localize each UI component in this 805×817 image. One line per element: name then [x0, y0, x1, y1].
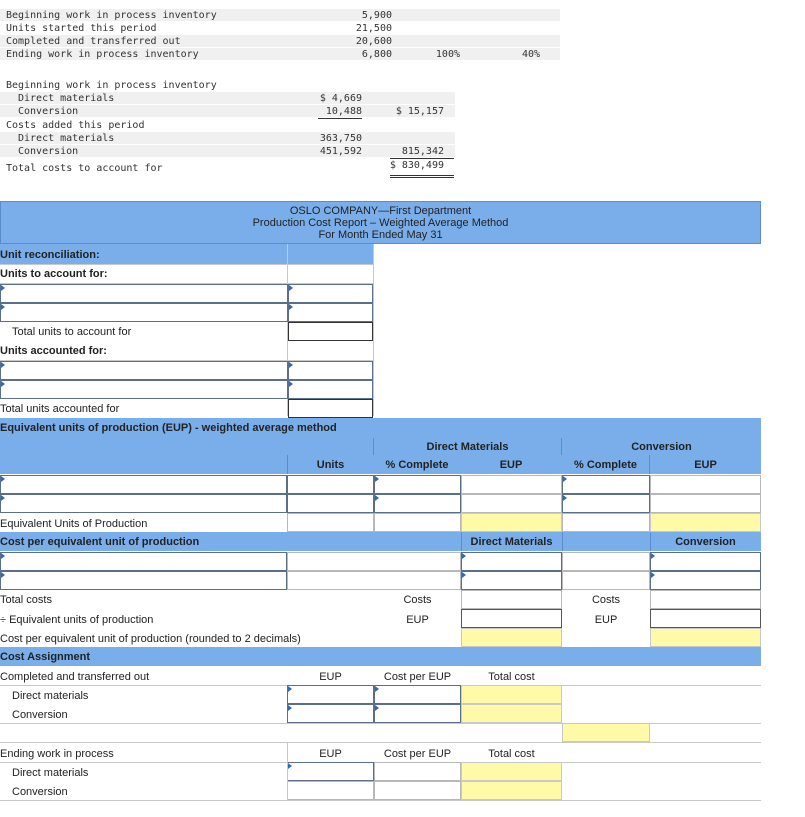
units-to-account-label-input-1[interactable]: [0, 284, 288, 303]
cost-label: Direct materials: [18, 133, 115, 144]
costs-label-conv: Costs: [591, 594, 621, 606]
ca-cost-per-eup-header: Cost per EUP: [383, 671, 452, 683]
eup-heading: Equivalent units of production (EUP) - weighted average method: [0, 422, 337, 434]
eup-total-dm-eup: [461, 513, 562, 532]
cpe-row1-label-input[interactable]: [0, 552, 287, 571]
cpe-row1-blank: [287, 552, 461, 571]
given-value: 21,500: [355, 23, 392, 34]
cost-per-eup-heading: Cost per equivalent unit of production: [0, 536, 200, 548]
cost-label: Costs added this period: [6, 120, 145, 131]
cpe-row2-dm-input[interactable]: [461, 571, 562, 590]
eup-row2-conv-pct-input[interactable]: [562, 494, 650, 513]
cpe-row1-conv-input[interactable]: [650, 552, 761, 571]
col-dm-pct-header: % Complete: [385, 459, 449, 471]
eup-row1-label-input[interactable]: [0, 475, 287, 494]
eup-row1-conv-pct-input[interactable]: [562, 475, 650, 494]
cpe-row2-blank2: [562, 571, 650, 590]
ca-completed-total: [562, 723, 650, 742]
total-units-accounted-value: [288, 399, 373, 418]
ca-conv-eup-input[interactable]: [287, 704, 374, 723]
cost-value: $ 15,157: [395, 106, 444, 117]
eup-total-dm-pct: [374, 513, 461, 532]
eup-row1-conv-eup: [650, 475, 761, 494]
ew-dm-eup-input[interactable]: [287, 762, 374, 781]
cost-per-rounded-label: Cost per equivalent unit of production (rounded to 2 decimals): [0, 633, 301, 645]
given-label: Ending work in process inventory: [6, 49, 199, 60]
ending-wip-label: Ending work in process: [0, 748, 114, 760]
cost-label: Direct materials: [18, 93, 115, 104]
cost-label: Conversion: [18, 146, 79, 157]
units-accounted-label-input-1[interactable]: [0, 361, 288, 380]
ew-conv-cpe: [374, 781, 461, 800]
ewip-dm-percent: 100%: [435, 49, 460, 60]
cost-value: 451,592: [319, 146, 362, 157]
given-value: 5,900: [361, 10, 392, 21]
eup-row1-dm-pct-input[interactable]: [374, 475, 461, 494]
units-accounted-value-input-1[interactable]: [288, 361, 373, 380]
ew-dm-label: Direct materials: [12, 767, 89, 779]
total-units-to-account-label: Total units to account for: [12, 326, 132, 338]
conv-group-header: Conversion: [631, 441, 692, 453]
col-dm-eup-header: EUP: [499, 459, 523, 471]
total-units-to-account-value: [288, 322, 373, 341]
total-costs-label: Total costs: [0, 594, 52, 606]
report-company: OSLO COMPANY—First Department: [289, 205, 472, 217]
units-accounted-heading: Units accounted for:: [0, 345, 107, 357]
report-period: For Month Ended May 31: [318, 229, 443, 241]
cost-value: $ 830,499: [389, 160, 444, 171]
eup-label-dm: EUP: [406, 614, 429, 626]
total-costs-conv: [650, 590, 761, 609]
cost-assignment-heading: Cost Assignment: [0, 651, 91, 663]
ca-dm-label: Direct materials: [12, 690, 89, 702]
units-to-account-heading: Units to account for:: [0, 268, 108, 280]
ca-dm-total: [461, 685, 562, 704]
costs-label-dm: Costs: [403, 594, 432, 606]
eup-total-conv-eup: [650, 513, 761, 532]
units-accounted-value-input-2[interactable]: [288, 380, 373, 399]
cost-value: $ 4,669: [319, 93, 362, 104]
col-conv-eup-header: EUP: [694, 459, 717, 471]
units-to-account-label-input-2[interactable]: [0, 303, 288, 322]
ew-conv-label: Conversion: [12, 786, 68, 798]
units-accounted-label-input-2[interactable]: [0, 380, 288, 399]
eup-row2-label-input[interactable]: [0, 494, 287, 513]
ca-eup-header: EUP: [319, 671, 342, 683]
div-eup-conv: [650, 609, 761, 628]
eup-row2-dm-eup: [461, 494, 562, 513]
ca-dm-eup-input[interactable]: [287, 685, 374, 704]
eup-total-conv-pct: [562, 513, 650, 532]
completed-transferred-label: Completed and transferred out: [0, 671, 150, 683]
cpe-row2-blank: [287, 571, 461, 590]
ew-eup-header: EUP: [319, 748, 342, 760]
eup-total-label: Equivalent Units of Production: [0, 518, 148, 530]
report-title: Production Cost Report – Weighted Average Method: [252, 217, 509, 229]
cost-label: Total costs to account for: [6, 163, 163, 174]
unit-recon-heading: Unit reconciliation:: [0, 249, 100, 261]
cost-per-rounded-conv: [650, 628, 761, 647]
given-value: 6,800: [361, 49, 392, 60]
cpe-row1-blank2: [562, 552, 650, 571]
ca-conv-cpe-input[interactable]: [374, 704, 461, 723]
ewip-conv-percent: 40%: [521, 49, 540, 60]
cpe-row2-label-input[interactable]: [0, 571, 287, 590]
ew-total-cost-header: Total cost: [488, 748, 535, 760]
ca-conv-total: [461, 704, 562, 723]
eup-row2-units-input[interactable]: [287, 494, 374, 513]
cost-per-conv-header: Conversion: [675, 536, 736, 548]
ew-dm-cpe: [374, 762, 461, 781]
ew-dm-total: [461, 762, 562, 781]
ew-cost-per-eup-header: Cost per EUP: [383, 748, 452, 760]
total-costs-dm: [461, 590, 562, 609]
cost-label: Beginning work in process inventory: [6, 80, 217, 91]
ew-conv-total: [461, 781, 562, 800]
given-label: Beginning work in process inventory: [6, 10, 217, 21]
cost-label: Conversion: [18, 106, 79, 117]
cost-value: 10,488: [325, 106, 362, 117]
eup-row2-dm-pct-input[interactable]: [374, 494, 461, 513]
units-to-account-value-input-2[interactable]: [288, 303, 373, 322]
div-eup-dm: [461, 609, 562, 628]
total-units-accounted-label: Total units accounted for: [0, 403, 120, 415]
given-label: Completed and transferred out: [6, 36, 181, 47]
div-eup-label: ÷ Equivalent units of production: [0, 614, 154, 626]
cost-value: 363,750: [319, 133, 362, 144]
ca-total-cost-header: Total cost: [488, 671, 535, 683]
cpe-row2-conv-input[interactable]: [650, 571, 761, 590]
eup-row1-dm-eup: [461, 475, 562, 494]
col-units-header: Units: [316, 459, 345, 471]
cost-per-rounded-dm: [461, 628, 562, 647]
units-to-account-value-input-1[interactable]: [288, 284, 373, 303]
eup-label-conv: EUP: [594, 614, 618, 626]
eup-row2-conv-eup: [650, 494, 761, 513]
col-conv-pct-header: % Complete: [574, 459, 637, 471]
given-label: Units started this period: [6, 23, 157, 34]
ca-dm-cpe-input[interactable]: [374, 685, 461, 704]
cost-value: 815,342: [401, 146, 444, 157]
eup-total-units: [287, 513, 374, 532]
cost-per-dm-header: Direct Materials: [470, 536, 553, 548]
eup-row1-units-input[interactable]: [287, 475, 374, 494]
cpe-row1-dm-input[interactable]: [461, 552, 562, 571]
given-value: 20,600: [355, 36, 392, 47]
ca-conv-label: Conversion: [12, 709, 68, 721]
dm-group-header: Direct Materials: [426, 441, 509, 453]
ew-conv-eup: [287, 781, 374, 800]
